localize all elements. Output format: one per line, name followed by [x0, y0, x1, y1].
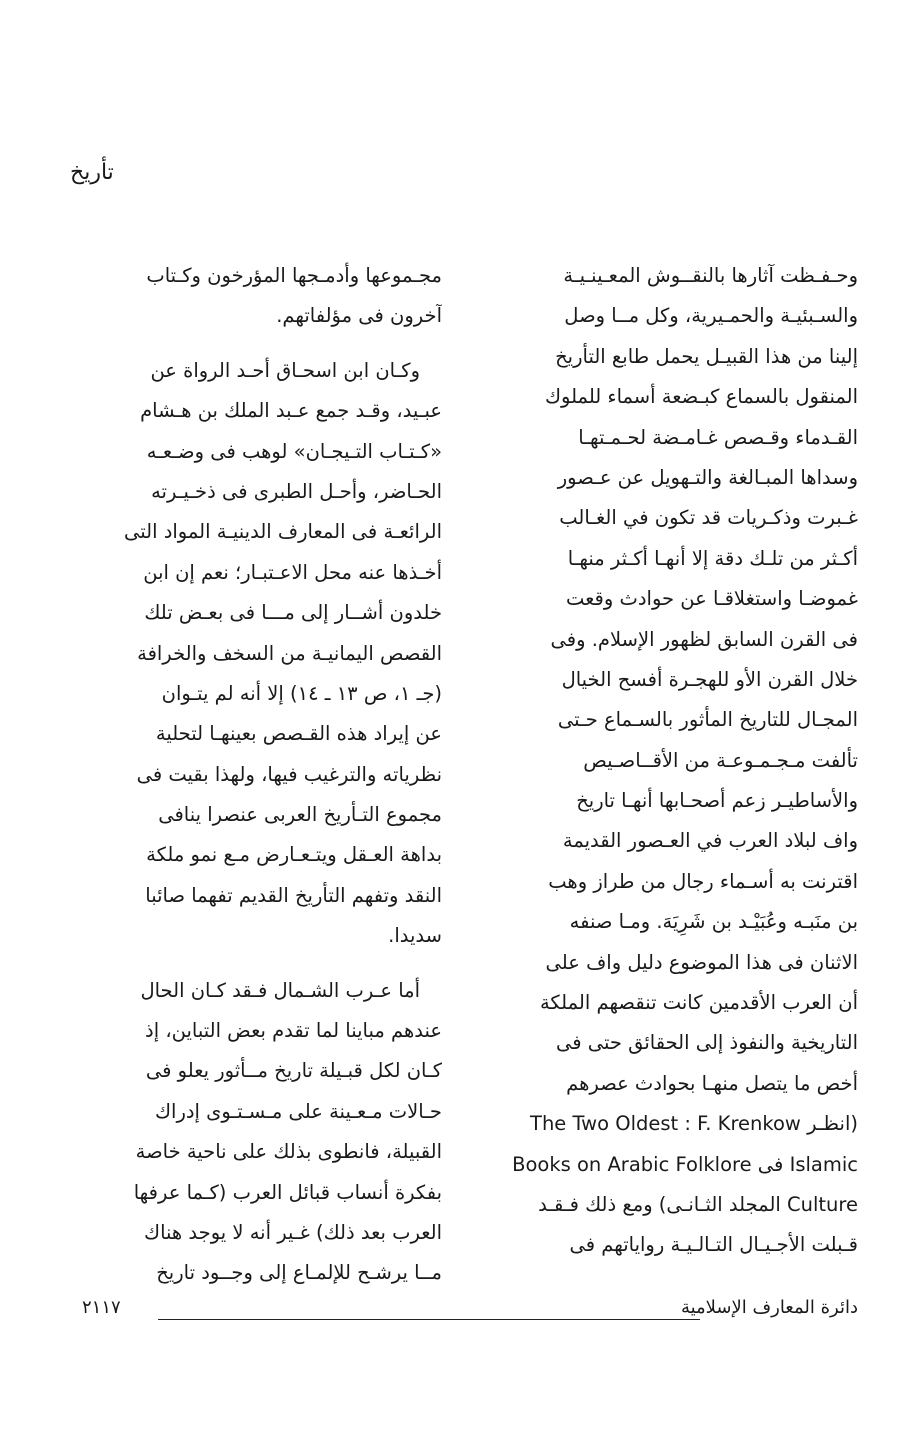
text-line: مــا يرشـح للإلمـاع إلى وجــود تاريخ: [156, 1261, 442, 1285]
text-line: غـبرت وذكـريات قد تكون في الغـالب: [559, 506, 858, 530]
text-line: غموضـا واستغلاقـا عن حوادث وقعت: [566, 587, 858, 611]
text-line: بن منَبـه وعُبَيْـد بن شَرِيَهَ. ومـا صنفه: [569, 910, 858, 934]
text-line: واف لبلاد العرب في العـصور القديمة: [562, 829, 858, 853]
text-line: المنقول بالسماع كبـضعة أسماء للملوك: [544, 385, 858, 409]
text-line: خلال القرن الأو للهجـرة أفسح الخيال: [561, 667, 858, 691]
text-line: القـدماء وقـصص غـامـضة لحـمـتهـا: [578, 425, 858, 449]
text-line: إلينا من هذا القبيـل يحمل طابع التأريخ: [555, 344, 858, 368]
text-line: عبـيد، وقـد جمع عـبد الملك بن هـشام: [140, 399, 442, 423]
text-line: أكـثر من تلـك دقة إلا أنهـا أكـثر منهـا: [567, 546, 858, 570]
left-column: [68, 256, 442, 1294]
text-line: فى القرن السابق لظهور الإسلام. وفى: [550, 627, 858, 651]
text-line: والسـبئيـة والحمـيرية، وكل مــا وصل: [564, 304, 858, 328]
text-line-latin-ref: Islamic فى Books on Arabic Folklore: [512, 1152, 858, 1176]
text-line: أما عـرب الشـمال فـقد كـان الحال: [140, 978, 420, 1002]
text-line: والأساطيـر زعم أصحـابها أنهـا تاريخ: [576, 789, 858, 813]
text-line: كـان لكل قبـيلة تاريخ مــأثور يعلو فى: [145, 1059, 442, 1083]
text-line: المجـال للتاريخ المأثور بالسـماع حـتى: [557, 708, 858, 732]
page-number: ٢١١٧: [82, 1297, 121, 1318]
text-line: القبيلة، فانطوى بذلك على ناحية خاصة: [135, 1140, 442, 1164]
text-line: وكـان ابن اسحـاق أحـد الرواة عن: [150, 358, 420, 382]
text-line: نظرياته والترغيب فيها، ولهذا بقيت فى: [136, 762, 442, 786]
text-line: سديدا.: [388, 924, 442, 948]
paragraph-gap: [68, 337, 442, 351]
text-line: القصص اليمانيـة من السخف والخرافة: [137, 641, 442, 665]
text-line: أن العرب الأقدمين كانت تنقصهم الملكة: [539, 991, 858, 1015]
text-line-latin-ref: (انظـر The Two Oldest : F. Krenkow: [530, 1112, 858, 1136]
text-line: عندهم مباينا لما تقدم بعض التباين، إذ: [145, 1019, 442, 1043]
text-line: الاثنان فى هذا الموضوع دليل واف على: [545, 950, 858, 974]
right-column: [486, 256, 858, 1266]
text-line: وسداها المبـالغة والتـهويل عن عـصور: [557, 465, 858, 489]
text-line: خلدون أشــار إلى مـــا فى بعـض تلك: [144, 601, 442, 625]
text-line: عن إيراد هذه القـصص بعينهـا لتحلية: [155, 722, 442, 746]
text-line: مجموع التـأريخ العربى عنصرا ينافى: [158, 803, 442, 827]
running-head-title: تأريخ: [70, 160, 114, 185]
text-line: أخـذها عنه محل الاعـتبـار؛ نعم إن ابن: [143, 560, 442, 584]
text-line: بفكرة أنساب قبائل العرب (كـما عرفها: [133, 1180, 442, 1204]
text-line: الحـاضر، وأحـل الطبرى فى ذخـيـرته: [151, 479, 442, 503]
footer-title: دائرة المعارف الإسلامية: [680, 1297, 858, 1318]
text-line: مجـموعها وأدمـجها المؤرخون وكـتاب: [146, 264, 442, 287]
text-line: التاريخية والنفوذ إلى الحقائق حتى فى: [555, 1031, 858, 1055]
text-line: النقد وتفهم التأريخ القديم تفهما صائبا: [145, 883, 442, 907]
page-footer: [68, 1297, 858, 1327]
text-line: تألفت مـجـمـوعـة من الأقــاصـيص: [583, 748, 858, 772]
text-line: اقترنت به أسـماء رجال من طراز وهب: [548, 869, 858, 893]
footer-rule: [158, 1319, 700, 1320]
text-line: (جـ ١، ص ١٣ ـ ١٤) إلا أنه لم يتـوان: [161, 681, 442, 705]
paragraph-gap: [68, 957, 442, 971]
text-line: حـالات مـعـينة على مـسـتـوى إدراك: [154, 1099, 442, 1123]
text-line: أخص ما يتصل منهـا بحوادث عصرهم: [566, 1071, 858, 1095]
text-line: العرب بعد ذلك) غـير أنه لا يوجد هناك: [144, 1220, 442, 1244]
text-line: بداهة العـقل ويتـعـارض مـع نمو ملكة: [146, 843, 442, 867]
text-line: آخرون فى مؤلفاتهم.: [276, 304, 442, 328]
text-line: الرائعـة فى المعارف الدينيـة المواد التى: [124, 520, 442, 544]
text-line-latin-ref: Culture المجلد الثـانـى) ومع ذلك فـقـد: [538, 1192, 858, 1216]
text-line: «كـتـاب التـيجـان» لوهب فى وضـعـه: [146, 439, 442, 463]
text-line: قـبلت الأجـيـال التـالـيـة رواياتهم فى: [569, 1233, 858, 1257]
text-line: وحـفـظت آثارها بالنقــوش المعـينـيـة: [563, 264, 858, 287]
